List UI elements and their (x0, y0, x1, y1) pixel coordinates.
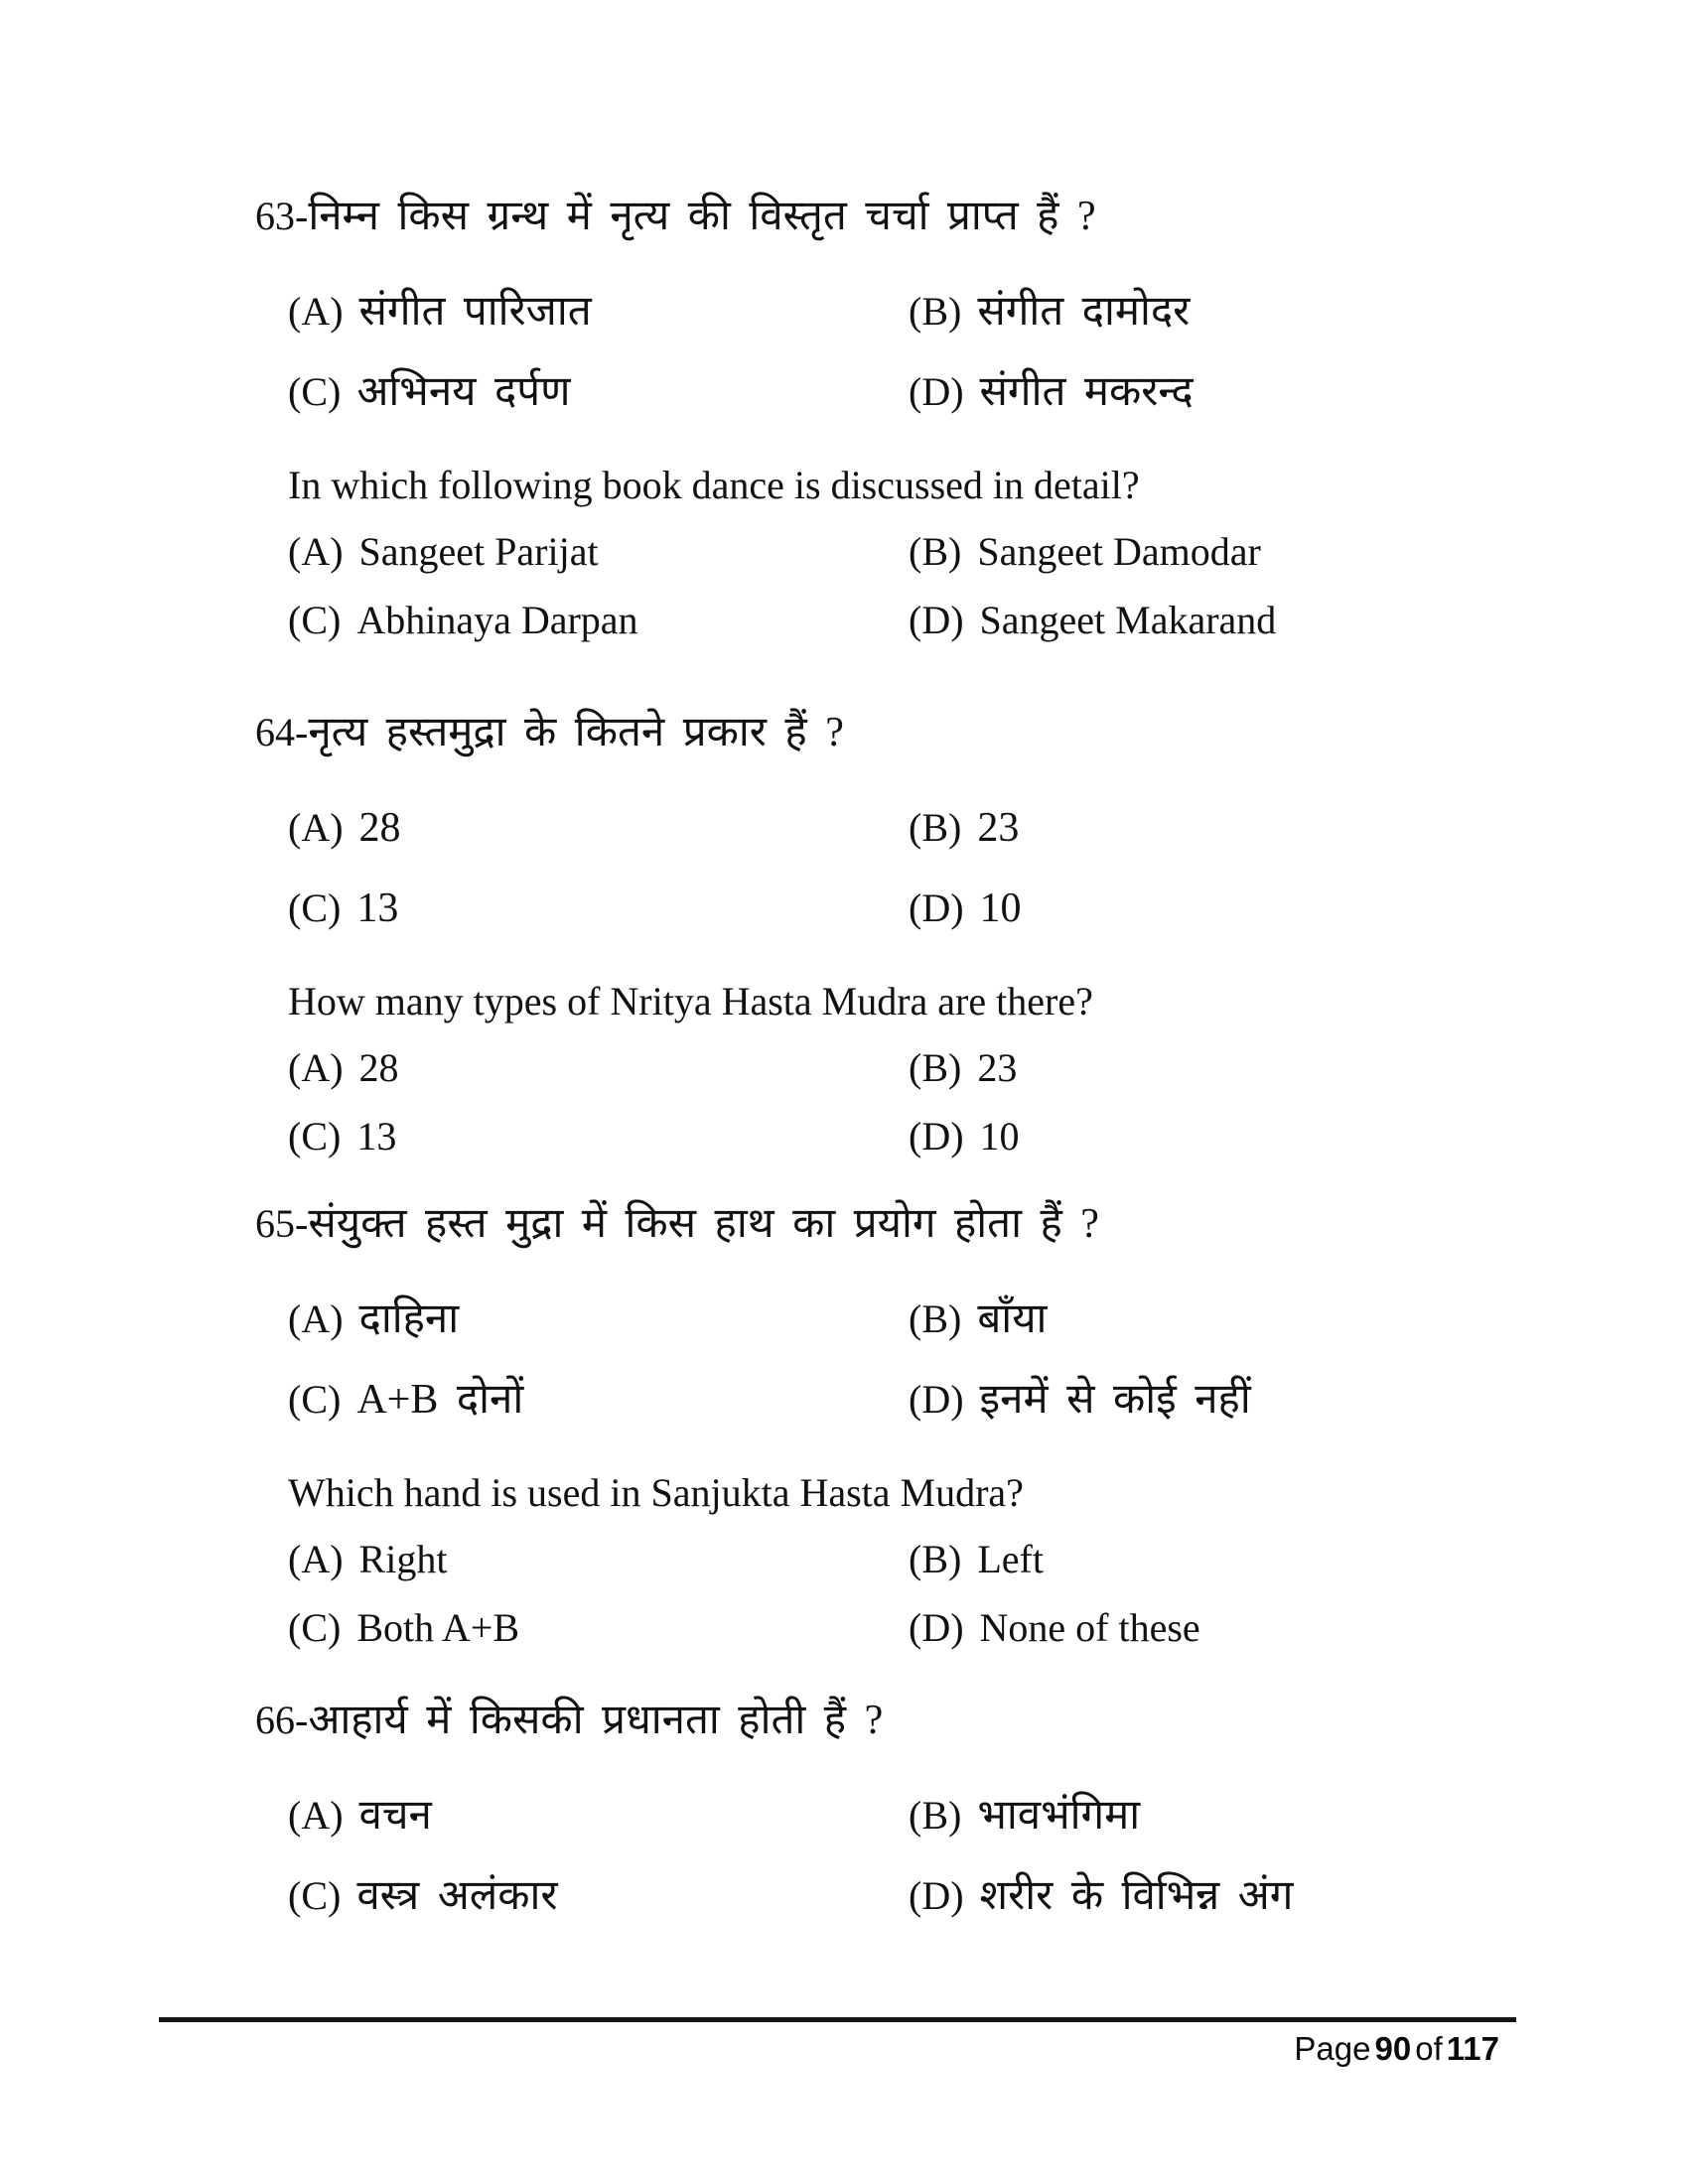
option-label-a: (A) (288, 289, 344, 334)
option-text-c: अभिनय दर्पण (356, 369, 571, 415)
option-b (909, 1292, 1628, 1347)
hindi-options-row-1 (288, 284, 1628, 340)
hindi-options-row-2 (288, 1372, 1628, 1428)
option-label-c: (C) (288, 369, 342, 414)
hindi-options-row-1 (288, 1788, 1628, 1843)
option-text-a: 28 (358, 1045, 399, 1090)
option-text-a: Sangeet Parijat (358, 529, 599, 574)
option-label-a: (A) (288, 1537, 344, 1581)
option-text-c: A+B दोनों (356, 1377, 524, 1423)
option-d-english (909, 593, 1628, 647)
option-text-d: इनमें से कोई नहीं (979, 1377, 1251, 1423)
page-number-footer (1290, 2029, 1499, 2069)
option-d (909, 881, 1628, 936)
question-text-hindi: निम्न किस ग्रन्थ में नृत्य की विस्तृत चर्चा प्राप्त हैं ? (308, 194, 1096, 239)
option-label-c: (C) (288, 598, 342, 642)
option-a (288, 1292, 909, 1347)
option-label-a: (A) (288, 1793, 344, 1838)
option-c (288, 1868, 909, 1924)
option-b (909, 284, 1628, 340)
option-label-d: (D) (909, 1605, 964, 1650)
option-b-english (909, 524, 1628, 579)
question-63 (255, 189, 1628, 661)
option-text-d: शरीर के विभिन्न अंग (979, 1873, 1294, 1919)
option-label-b: (B) (909, 529, 962, 574)
hindi-options-row-2 (288, 364, 1628, 420)
option-text-b: 23 (977, 1045, 1018, 1090)
option-label-d: (D) (909, 1873, 964, 1918)
option-label-d: (D) (909, 369, 964, 414)
question-text-english: Which hand is used in Sanjukta Hasta Mudra? (288, 1470, 1024, 1515)
option-label-b: (B) (909, 1793, 962, 1838)
option-label-d: (D) (909, 1377, 964, 1422)
option-text-d: 10 (979, 886, 1022, 931)
option-text-b: 23 (977, 805, 1020, 851)
english-options-row-2 (288, 1600, 1628, 1655)
option-label-a: (A) (288, 529, 344, 574)
option-c-english (288, 1600, 909, 1655)
footer-divider-line (159, 2017, 1516, 2022)
option-a-english (288, 1040, 909, 1095)
option-label-c: (C) (288, 1873, 342, 1918)
english-options-row-1 (288, 1532, 1628, 1586)
option-text-d: 10 (979, 1114, 1020, 1159)
option-text-a: Right (358, 1537, 448, 1581)
option-label-b: (B) (909, 1045, 962, 1090)
option-b-english (909, 1532, 1628, 1586)
option-text-a: वचन (358, 1793, 432, 1839)
option-a-english (288, 524, 909, 579)
option-d (909, 1372, 1628, 1428)
option-c (288, 1372, 909, 1428)
option-c (288, 364, 909, 420)
question-text-english: In which following book dance is discussed in detail? (288, 463, 1140, 507)
option-a (288, 800, 909, 856)
question-66 (255, 1693, 1628, 1962)
option-text-d: Sangeet Makarand (979, 598, 1277, 642)
footer-page-number: 90 (1374, 2030, 1412, 2067)
hindi-options-row-2 (288, 881, 1628, 936)
option-label-c: (C) (288, 1605, 342, 1650)
question-65 (255, 1196, 1628, 1669)
english-options-row-1 (288, 524, 1628, 579)
hindi-options-row-2 (288, 1868, 1628, 1924)
option-label-d: (D) (909, 1114, 964, 1159)
option-text-a: दाहिना (358, 1297, 460, 1342)
option-label-b: (B) (909, 1297, 962, 1341)
question-64 (255, 705, 1628, 1177)
question-heading-hindi (255, 1693, 1628, 1748)
option-text-b: संगीत दामोदर (977, 289, 1191, 335)
footer-of-label: of (1415, 2030, 1443, 2067)
option-d-english (909, 1600, 1628, 1655)
option-a (288, 1788, 909, 1843)
option-label-d: (D) (909, 598, 964, 642)
question-text-hindi: संयुक्त हस्त मुद्रा में किस हाथ का प्रयोग होता हैं ? (308, 1201, 1099, 1247)
english-options-row-1 (288, 1040, 1628, 1095)
option-text-c: Abhinaya Darpan (356, 598, 638, 642)
option-a (288, 284, 909, 340)
english-options-row-2 (288, 1109, 1628, 1163)
option-label-c: (C) (288, 1114, 342, 1159)
hindi-options-row-1 (288, 1292, 1628, 1347)
option-a-english (288, 1532, 909, 1586)
question-number: 66- (255, 1698, 309, 1742)
option-text-b: Sangeet Damodar (977, 529, 1261, 574)
option-label-c: (C) (288, 886, 342, 930)
option-d (909, 364, 1628, 420)
option-label-d: (D) (909, 886, 964, 930)
question-number: 63- (255, 194, 309, 238)
option-text-c: वस्त्र अलंकार (356, 1873, 558, 1919)
question-number: 64- (255, 710, 309, 754)
option-text-c: 13 (356, 1114, 397, 1159)
option-label-a: (A) (288, 805, 344, 850)
option-c (288, 881, 909, 936)
question-heading-hindi (255, 189, 1628, 244)
option-text-b: बाँया (977, 1297, 1048, 1342)
option-text-c: Both A+B (356, 1605, 520, 1650)
option-text-b: भावभंगिमा (977, 1793, 1141, 1839)
option-d (909, 1868, 1628, 1924)
option-text-a: संगीत पारिजात (358, 289, 592, 335)
option-label-a: (A) (288, 1297, 344, 1341)
hindi-options-row-1 (288, 800, 1628, 856)
option-label-b: (B) (909, 1537, 962, 1581)
option-text-d: संगीत मकरन्द (979, 369, 1194, 415)
option-text-c: 13 (356, 886, 399, 931)
question-heading-hindi (255, 705, 1628, 760)
question-number: 65- (255, 1201, 309, 1246)
option-text-a: 28 (358, 805, 401, 851)
english-options-row-2 (288, 593, 1628, 647)
option-b (909, 800, 1628, 856)
option-label-a: (A) (288, 1045, 344, 1090)
option-label-b: (B) (909, 289, 962, 334)
footer-page-label: Page (1294, 2030, 1371, 2067)
option-c-english (288, 593, 909, 647)
option-b (909, 1788, 1628, 1843)
option-label-c: (C) (288, 1377, 342, 1422)
option-label-b: (B) (909, 805, 962, 850)
option-b-english (909, 1040, 1628, 1095)
question-heading-hindi (255, 1196, 1628, 1252)
footer-total-pages: 117 (1446, 2030, 1499, 2067)
option-d-english (909, 1109, 1628, 1163)
question-text-hindi: आहार्य में किसकी प्रधानता होती हैं ? (308, 1698, 884, 1743)
option-c-english (288, 1109, 909, 1163)
question-text-english: How many types of Nritya Hasta Mudra are there? (288, 979, 1093, 1024)
option-text-d: None of these (979, 1605, 1200, 1650)
option-text-b: Left (977, 1537, 1044, 1581)
question-text-hindi: नृत्य हस्तमुद्रा के कितने प्रकार हैं ? (308, 710, 844, 755)
